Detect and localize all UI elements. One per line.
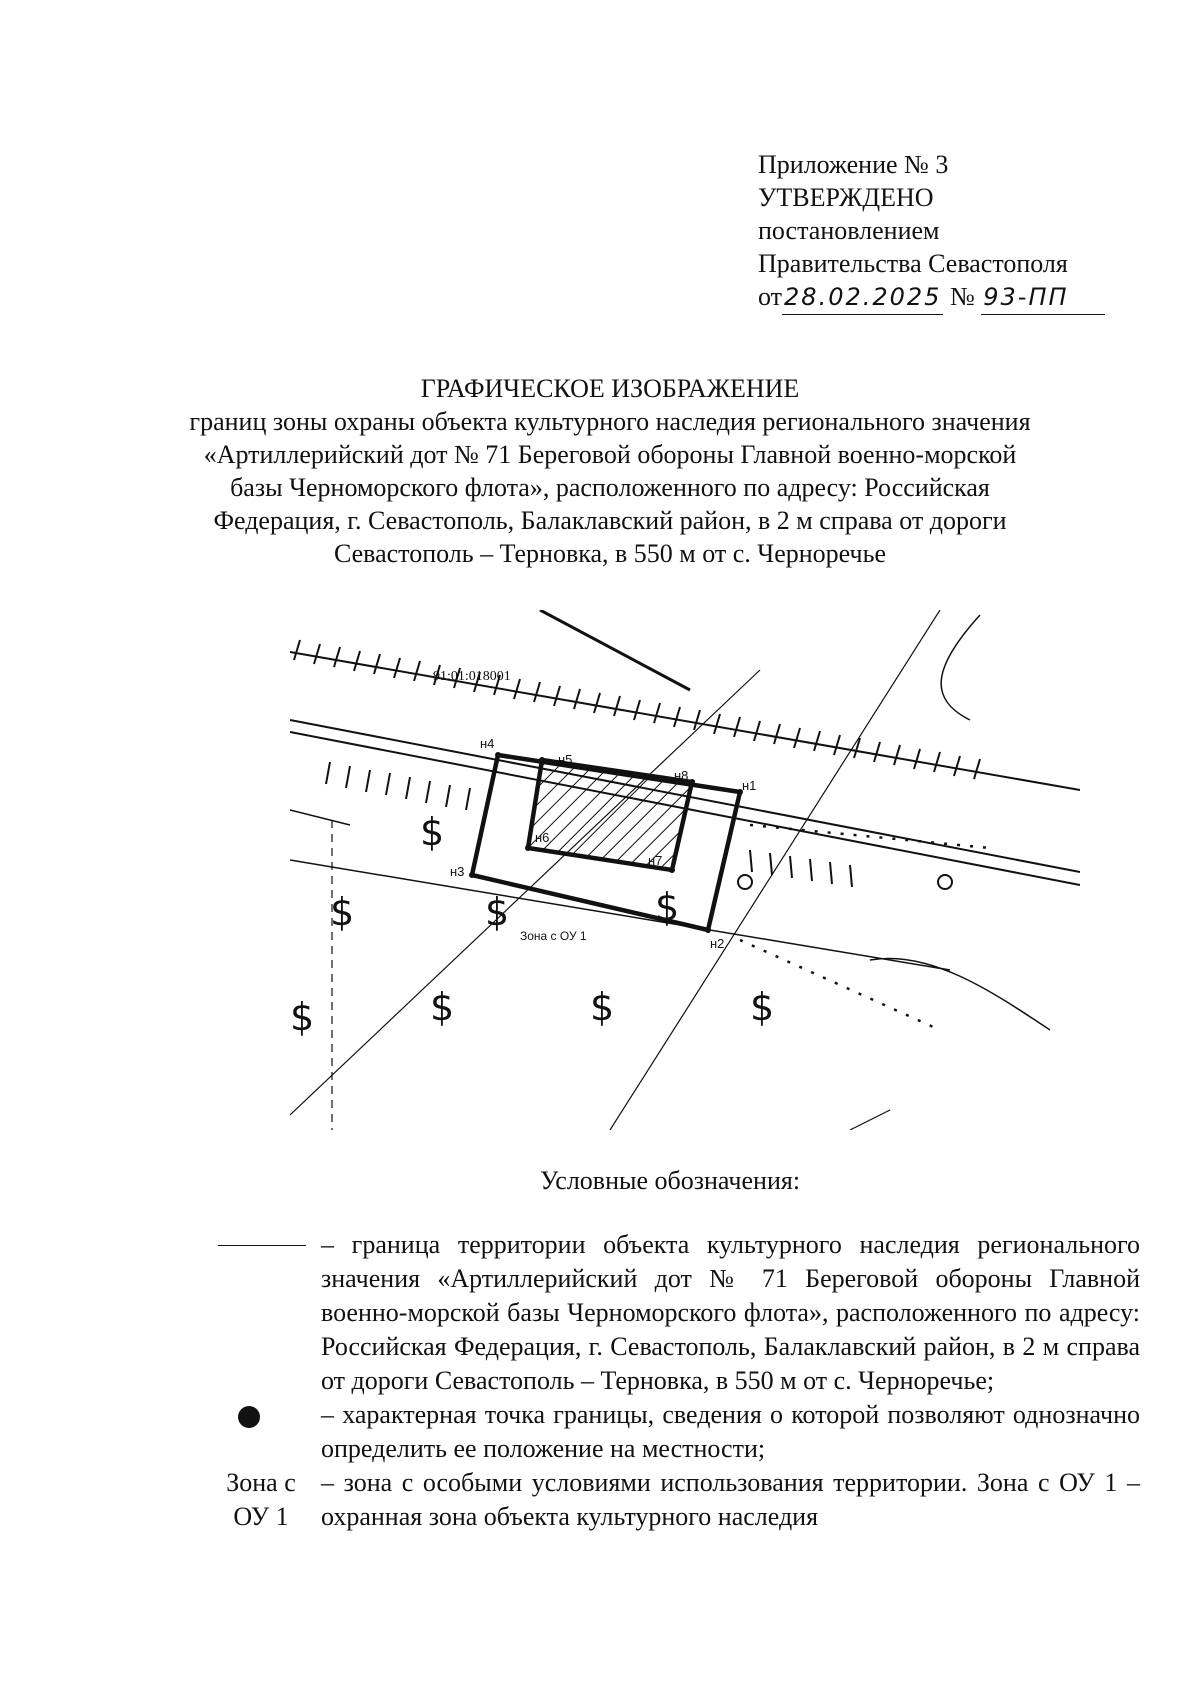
resolution-number: 93-ПП	[981, 281, 1105, 315]
point-label-n7: н7	[648, 853, 663, 868]
point-label-n8: н8	[674, 768, 689, 783]
point-label-n6: н6	[535, 830, 550, 845]
curved-road	[540, 610, 690, 690]
tree-icon: $	[330, 890, 355, 934]
title-line-4: Федерация, г. Севастополь, Балаклавский район, в 2 м справа от дороги	[213, 506, 1007, 535]
well-icon	[938, 875, 952, 889]
document-title	[180, 372, 1040, 570]
legend-zone-symbol: Зона с ОУ 1	[226, 1468, 296, 1531]
legend-text: – характерная точка границы, сведения о которой позволяют однозначно определить ее положение на местности;	[321, 1400, 1140, 1463]
tree-icon: $	[590, 985, 615, 1029]
cadastral-number: 91:01:018001	[433, 669, 511, 684]
resolution-date: 28.02.2025	[782, 281, 943, 315]
point-label-n4: н4	[480, 736, 495, 751]
point-label-n2: н2	[710, 936, 725, 951]
legend-item-point	[210, 1398, 1140, 1466]
curved-road	[870, 958, 1050, 1030]
boundary-map	[290, 610, 1080, 1130]
approval-block	[758, 148, 1138, 315]
tree-icon: $	[420, 810, 445, 854]
diagonal-line	[290, 670, 760, 1115]
date-number-line	[758, 280, 1138, 315]
tree-icon: $	[290, 995, 315, 1039]
object-territory	[528, 760, 692, 870]
legend-item-boundary	[210, 1228, 1140, 1398]
point-label-n3: н3	[450, 864, 465, 879]
title-line-1: границ зоны охраны объекта культурного наследия регионального значения	[189, 407, 1031, 436]
tree-icon: $	[750, 985, 775, 1029]
title-line-5: Севастополь – Терновка, в 550 м от с. Черноречье	[333, 539, 887, 568]
point-label-n5: н5	[558, 752, 573, 767]
zone-label: Зона с ОУ 1	[520, 929, 587, 943]
appendix-number: Приложение № 3	[758, 150, 949, 179]
title-line-2: «Артиллерийский дот № 71 Береговой обороны Главной военно-морской	[203, 440, 1017, 469]
from-prefix: от	[758, 282, 783, 311]
legend-text: – граница территории объекта культурного наследия регионального значения «Артиллерийский дот № 71 Береговой обороны Главной военно-морской базы Черноморского флота», расположенного по адресу: Российская Федерация, г. Севастополь, Балаклавский район, в 2 м справа от дороги Севастополь – Терновка, в 550 м от с. Черноречье;	[321, 1230, 1140, 1395]
legend-heading: Условные обозначения:	[540, 1166, 801, 1195]
government-label: Правительства Севастополя	[758, 249, 1068, 278]
tree-icon: $	[655, 885, 680, 929]
legend-item-zone	[210, 1466, 1140, 1534]
legend-text: – зона с особыми условиями использования территории. Зона с ОУ 1 – охранная зона объекта культурного наследия	[321, 1468, 1140, 1531]
road-line	[290, 810, 350, 825]
resolution-label: постановлением	[758, 216, 940, 245]
title-line-3: базы Черноморского флота», расположенного по адресу: Российская	[230, 473, 990, 502]
number-prefix: №	[949, 282, 975, 311]
approved-label: УТВЕРЖДЕНО	[758, 183, 934, 212]
curved-road	[941, 615, 980, 720]
point-label-n1: н1	[742, 778, 757, 793]
well-icon	[738, 875, 752, 889]
tree-icon: $	[430, 985, 455, 1029]
legend	[210, 1228, 1140, 1534]
title-heading: ГРАФИЧЕСКОЕ ИЗОБРАЖЕНИЕ	[420, 374, 800, 403]
diagonal-line	[850, 1110, 890, 1130]
tree-icon: $	[485, 890, 510, 934]
